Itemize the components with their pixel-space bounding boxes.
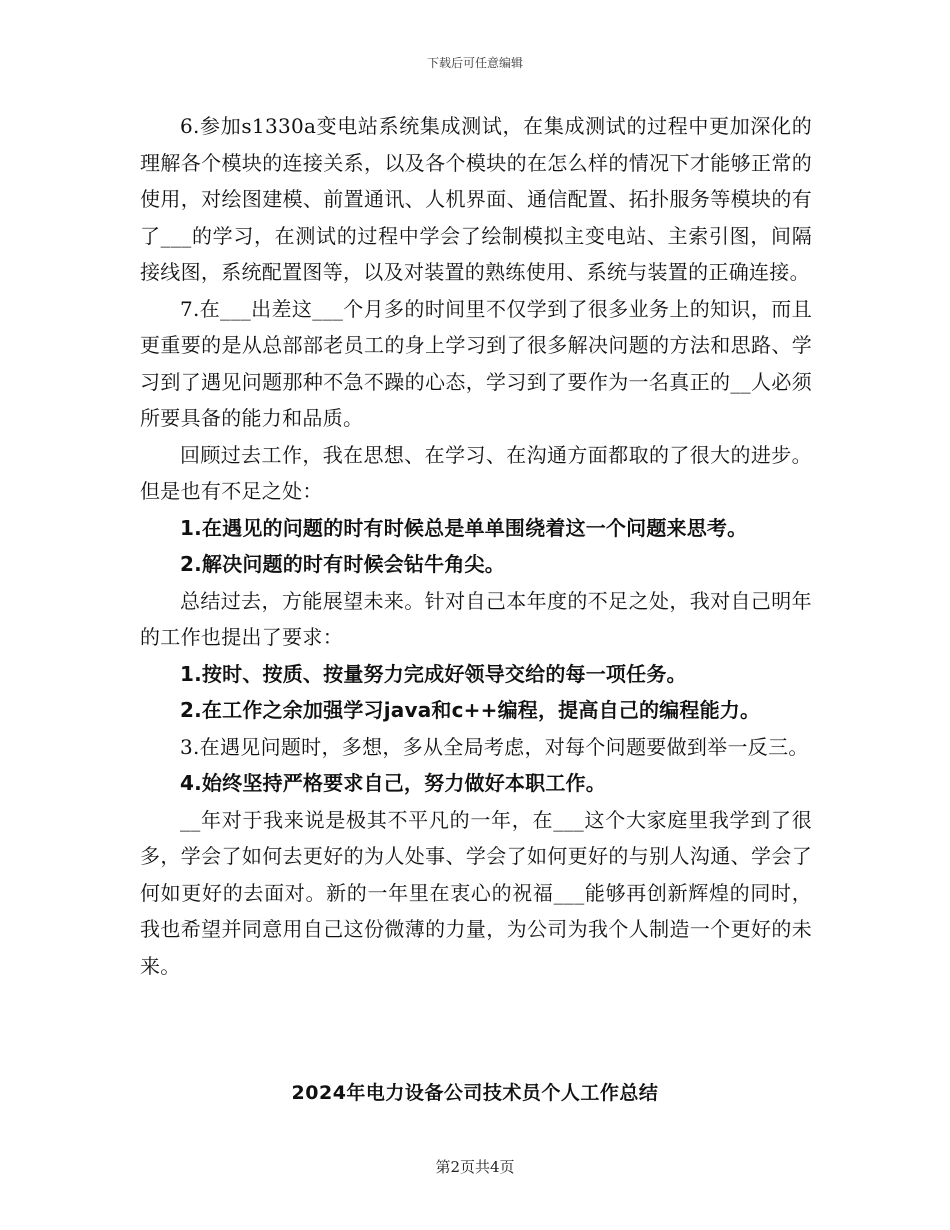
page-header: 下载后可任意编辑 (426, 56, 523, 70)
paragraph-9: 3.在遇见问题时，多想，多从全局考虑，对每个问题要做到举一反三。 (180, 734, 809, 759)
paragraph-4: 1.在遇见的问题的时有时候总是单单围绕着这一个问题来思考。 (180, 515, 748, 540)
paragraph-11: __年对于我来说是极其不平凡的一年，在___这个大家庭里我学到了很多，学会了如何去更好的为人处事、学会了如何更好的与别人沟通、学会了何如更好的去面对。新的一年里在衷心的祝福___能够再创新辉煌的同时，我也希望并同意用自己这份微薄的力量，为公司为我个人制造一个更好的未来。 (140, 807, 812, 978)
paragraph-7: 1.按时、按质、按量努力完成好领导交给的每一项任务。 (180, 661, 687, 686)
document-body (140, 108, 812, 984)
paragraph-2: 7.在___出差这___个月多的时间里不仅学到了很多业务上的知识，而且更重要的是从总部部老员工的身上学习到了很多解决问题的方法和思路、学习到了遇见问题那种不急不躁的心态，学习到了要作为一名真正的__人必须所要具备的能力和品质。 (140, 296, 812, 430)
section-title: 2024年电力设备公司技术员个人工作总结 (291, 1082, 659, 1104)
paragraph-6: 总结过去，方能展望未来。针对自己本年度的不足之处，我对自己明年的工作也提出了要求： (140, 588, 812, 649)
paragraph-8: 2.在工作之余加强学习java和c++编程，提高自己的编程能力。 (180, 698, 761, 722)
paragraph-1: 6.参加s1330a变电站系统集成测试，在集成测试的过程中更加深化的理解各个模块的连接关系，以及各个模块的在怎么样的情况下才能够正常的使用，对绘图建模、前置通讯、人机界面、通信配置、拓扑服务等模块的有了___的学习，在测试的过程中学会了绘制模拟主变电站、主索引图，间隔接线图，系统配置图等，以及对装置的熟练使用、系统与装置的正确连接。 (140, 114, 812, 284)
paragraph-10: 4.始终坚持严格要求自己，努力做好本职工作。 (180, 771, 606, 795)
page-footer: 第2页共4页 (435, 1158, 515, 1176)
paragraph-3: 回顾过去工作，我在思想、在学习、在沟通方面都取的了很大的进步。但是也有不足之处： (140, 442, 812, 503)
paragraph-5: 2.解决问题的时有时候会钻牛角尖。 (180, 552, 505, 576)
